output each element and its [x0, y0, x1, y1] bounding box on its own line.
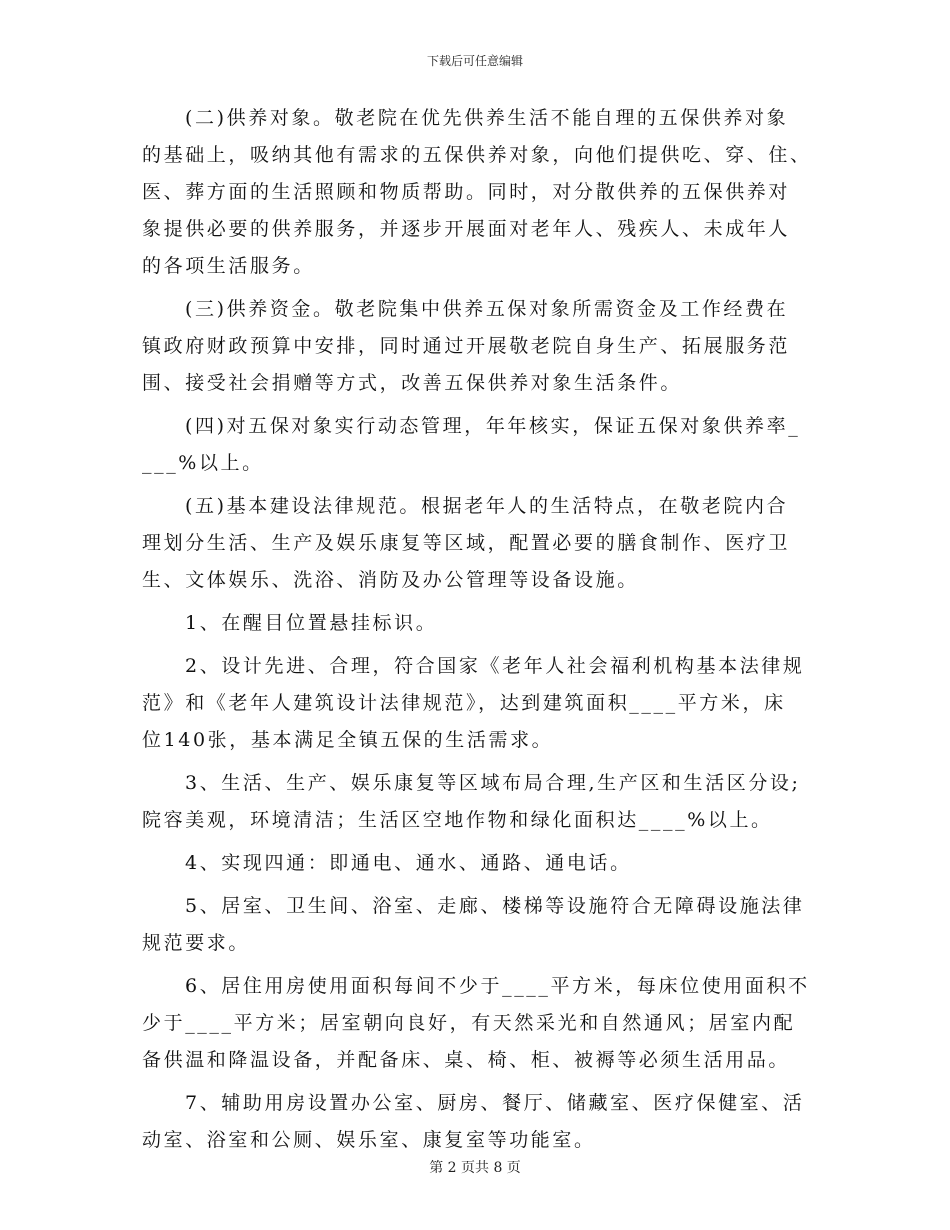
paragraph-first-line: (四)对五保对象实行动态管理，年年核实，保证五保对象供养率_: [185, 415, 801, 437]
paragraph-first-line: 3、生活、生产、娱乐康复等区域布局合理,生产区和生活区分设;: [185, 772, 801, 794]
paragraph-line: 围、接受社会捐赠等方式，改善五保供养对象生活条件。: [142, 372, 683, 394]
paragraph-line: 规范要求。: [142, 932, 251, 954]
paragraph-line: 范》和《老年人建筑设计法律规范》，达到建筑面积____平方米，床: [142, 692, 786, 714]
paragraph-line: 理划分生活、生产及娱乐康复等区域，配置必要的膳食制作、医疗卫: [142, 532, 791, 554]
paragraph-line: 少于____平方米；居室朝向良好，有天然采光和自然通风；居室内配: [142, 1012, 796, 1034]
paragraph-first-line: 4、实现四通：即通电、通水、通路、通电话。: [185, 852, 632, 874]
paragraph-first-line: 6、居住用房使用面积每间不少于____平方米，每床位使用面积不: [185, 975, 810, 997]
paragraph-line: 镇政府财政预算中安排，同时通过开展敬老院自身生产、拓展服务范: [142, 335, 791, 357]
paragraph-first-line: 5、居室、卫生间、浴室、走廊、楼梯等设施符合无障碍设施法律: [185, 895, 805, 917]
paragraph-line: 医、葬方面的生活照顾和物质帮助。同时，对分散供养的五保供养对: [142, 181, 791, 203]
paragraph-line: 生、文体娱乐、洗浴、消防及办公管理等设备设施。: [142, 569, 639, 591]
paragraph-first-line: (五)基本建设法律规范。根据老年人的生活特点，在敬老院内合: [185, 495, 789, 517]
paragraph-first-line: (二)供养对象。敬老院在优先供养生活不能自理的五保供养对象: [185, 107, 789, 129]
paragraph-line: 的基础上，吸纳其他有需求的五保供养对象，向他们提供吃、穿、住、: [142, 144, 812, 166]
document-body: [142, 100, 812, 1159]
paragraph-line: 院容美观，环境清洁；生活区空地作物和绿化面积达____%以上。: [142, 809, 773, 831]
paragraph-line: 象提供必要的供养服务，并逐步开展面对老年人、残疾人、未成年人: [142, 218, 791, 240]
paragraph-line: 的各项生活服务。: [142, 255, 315, 277]
paragraph-line: ___%以上。: [142, 452, 264, 474]
paragraph-first-line: 7、辅助用房设置办公室、厨房、餐厅、储藏室、医疗保健室、活: [185, 1092, 805, 1114]
paragraph-first-line: 2、设计先进、合理，符合国家《老年人社会福利机构基本法律规: [185, 655, 805, 677]
page-header: 下载后可任意编辑: [426, 54, 523, 68]
paragraph-line: 动室、浴室和公厕、娱乐室、康复室等功能室。: [142, 1129, 596, 1151]
page-footer: 第 2 页共 8 页: [429, 1160, 521, 1176]
paragraph-line: 备供温和降温设备，并配备床、桌、椅、柜、被褥等必须生活用品。: [142, 1049, 791, 1071]
paragraph-first-line: 1、在醒目位置悬挂标识。: [185, 612, 438, 634]
paragraph-first-line: (三)供养资金。敬老院集中供养五保对象所需资金及工作经费在: [185, 298, 789, 320]
paragraph-line: 位140张，基本满足全镇五保的生活需求。: [142, 729, 554, 751]
